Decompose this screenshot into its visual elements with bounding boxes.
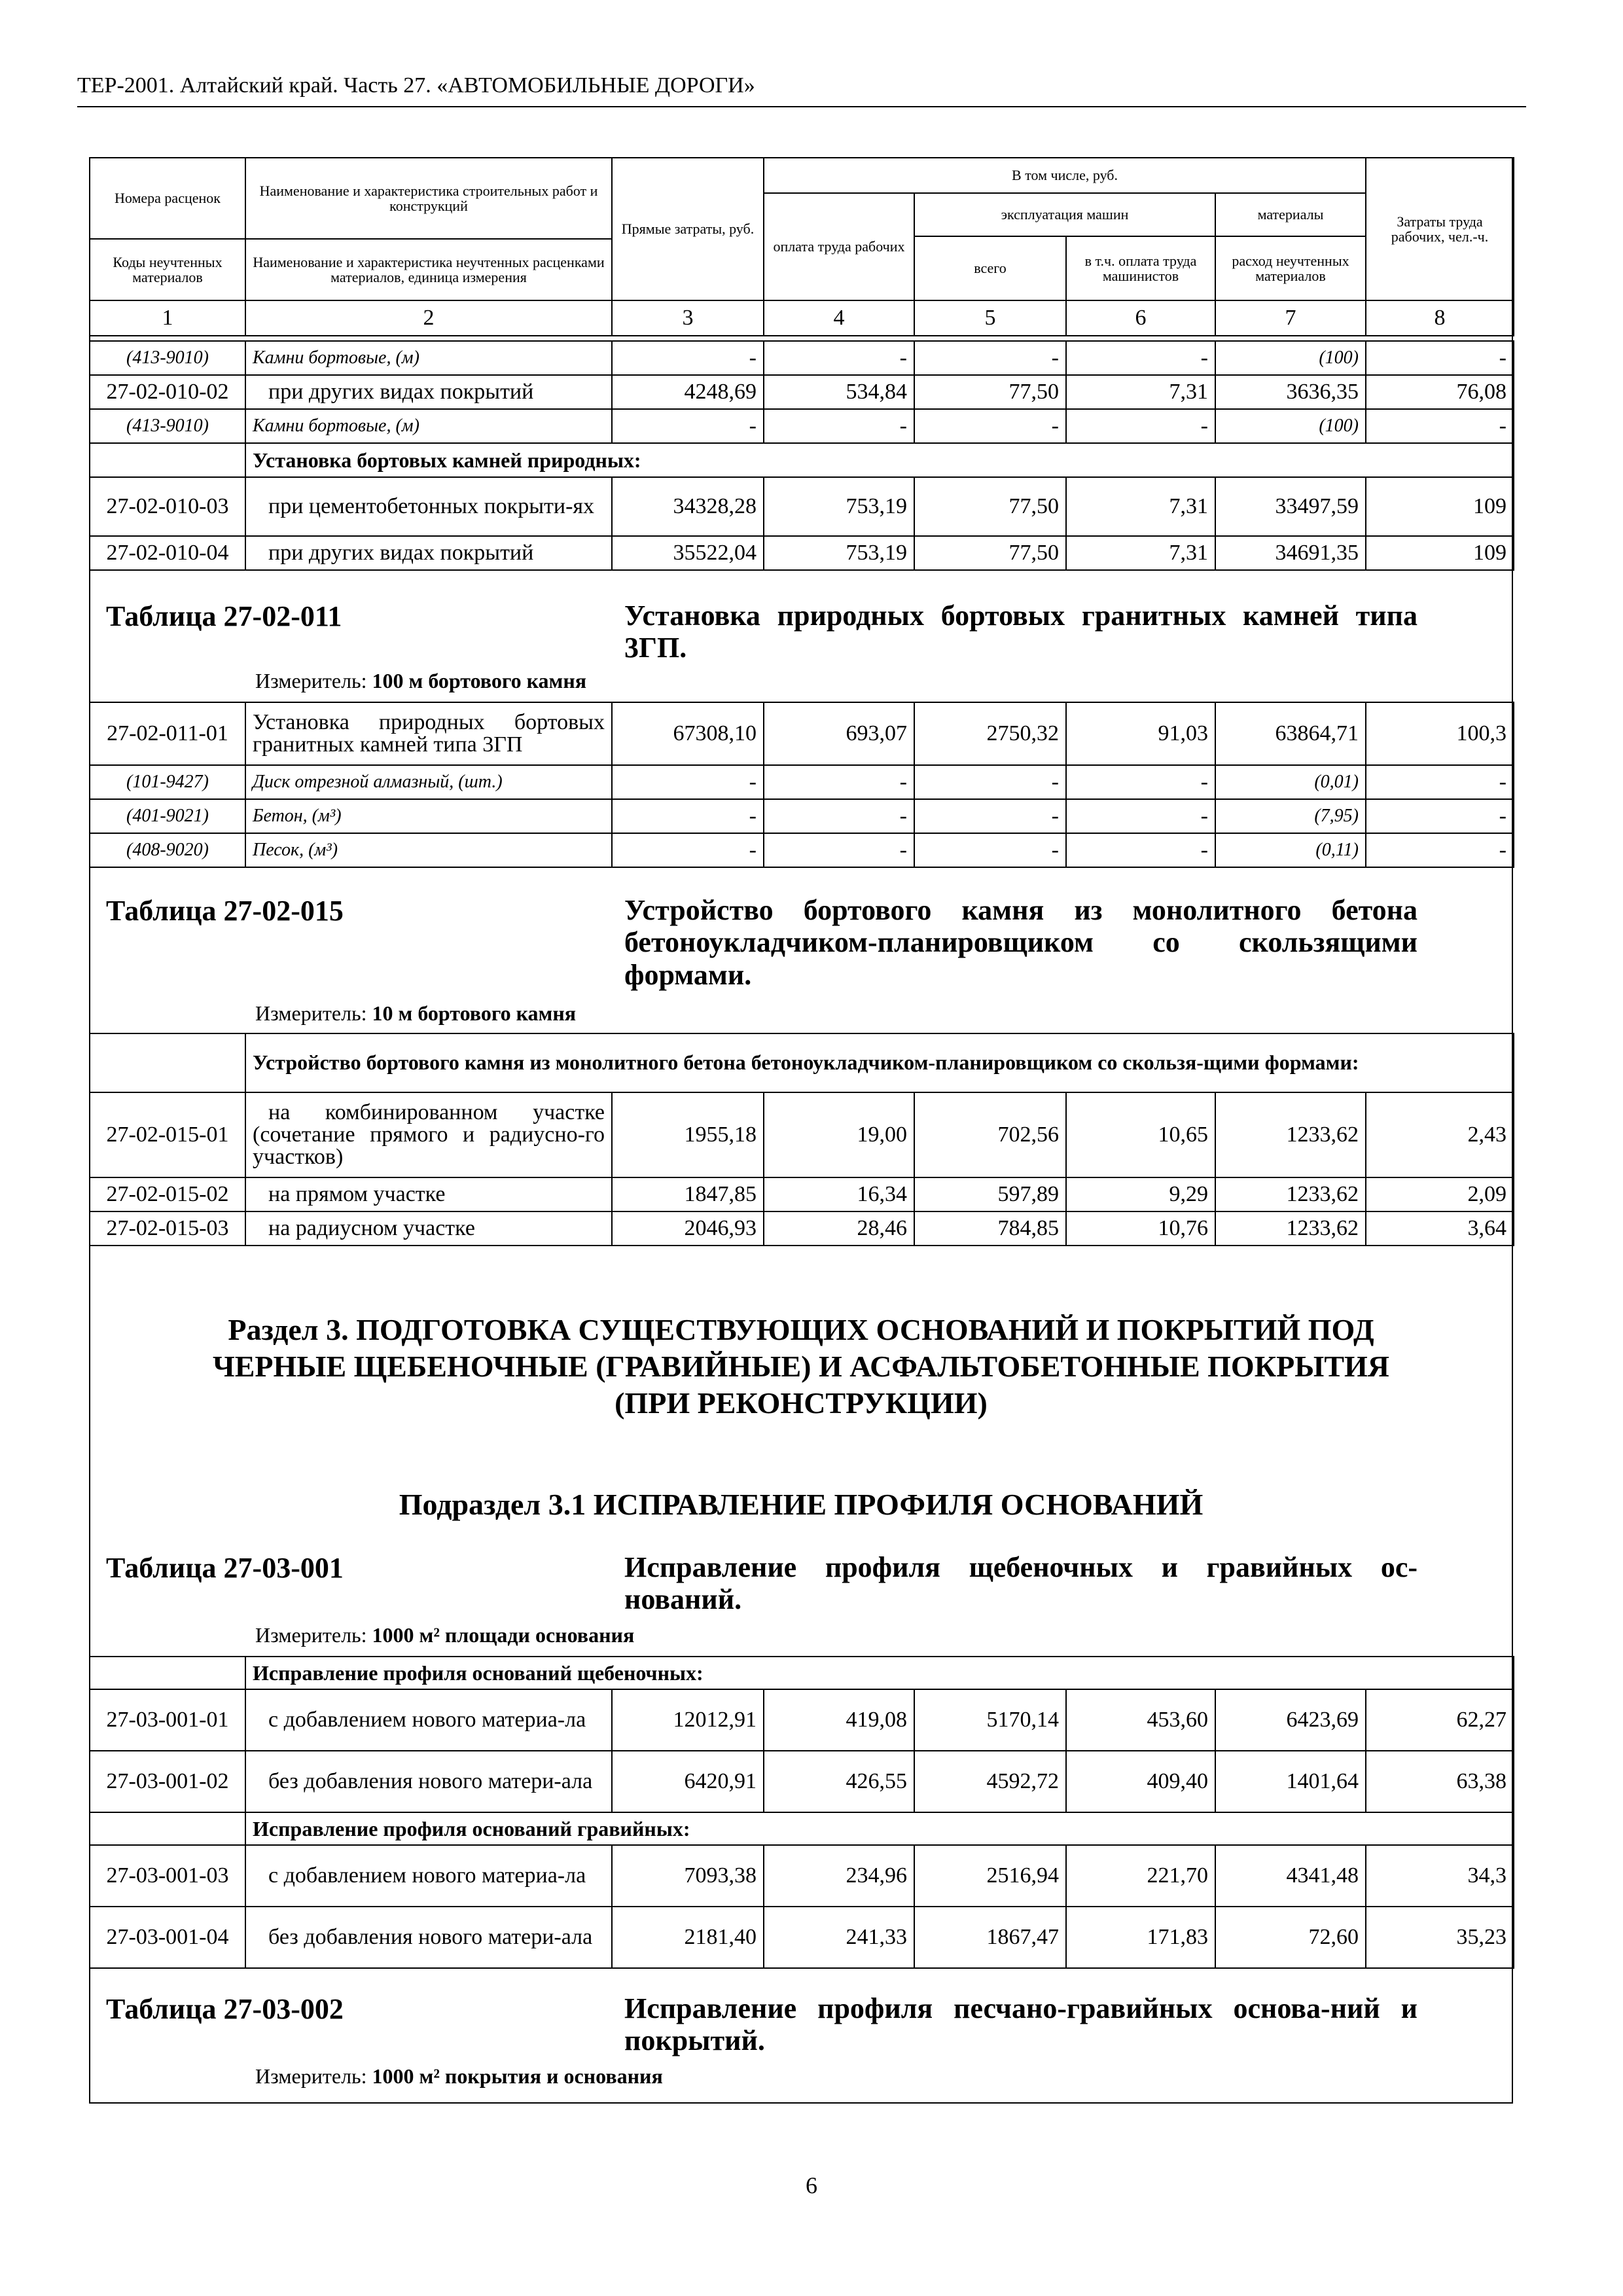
table-27-02-011 — [89, 702, 1514, 868]
section-title: Раздел 3. ПОДГОТОВКА СУЩЕСТВУЮЩИХ ОСНОВАНИЙ И ПОКРЫТИЙ ПОД ЧЕРНЫЕ ЩЕБЕНОЧНЫЕ (ГРАВИЙНЫЕ) И АСФАЛЬТОБЕТОННЫЕ ПОКРЫТИЯ (ПРИ РЕКОНСТРУКЦИИ) — [212, 1313, 1390, 1420]
hdr-machines: эксплуатация машин — [914, 193, 1215, 236]
measure-unit: Измеритель: 1000 м² покрытия и основания — [255, 2064, 663, 2088]
hdr-mat-code: Коды неучтенных материалов — [90, 239, 245, 300]
hdr-code: Номера расценок — [90, 158, 245, 239]
hdr-wage: оплата труда рабочих — [764, 193, 914, 300]
table-title: Устройство бортового камня из монолитного бетона бетоноукладчиком-планировщиком со скользящими формами. — [624, 894, 1418, 991]
group-title: Исправление профиля оснований щебеночных: — [245, 1657, 1514, 1689]
page-number: 6 — [806, 2172, 817, 2198]
subsection-title: Подраздел 3.1 ИСПРАВЛЕНИЕ ПРОФИЛЯ ОСНОВАНИЙ — [399, 1488, 1204, 1521]
group-title: Установка бортовых камней природных: — [245, 443, 1514, 477]
col-num: 1 — [90, 300, 245, 336]
running-header: ТЕР-2001. Алтайский край. Часть 27. «АВТОМОБИЛЬНЫЕ ДОРОГИ» — [77, 73, 755, 98]
table-row: 27-02-015-01 на комбинированном участке (сочетание прямого и радиусно-го участков) 1955,18 19,00 702,56 10,65 1233,62 2,43 — [90, 1092, 1514, 1177]
group-row — [90, 1812, 1514, 1845]
hdr-total: всего — [914, 236, 1066, 300]
table-row: (413-9010) Камни бортовые, (м) - - - - (100) - — [90, 341, 1514, 375]
table-27-02-015 — [89, 1033, 1514, 1246]
table-row: 27-03-001-04 без добавления нового матери-ала 2181,40 241,33 1867,47 171,83 72,60 35,23 — [90, 1907, 1514, 1968]
hdr-name: Наименование и характеристика строительных работ и конструкций — [245, 158, 612, 239]
hdr-driver: в т.ч. оплата труда машинистов — [1066, 236, 1215, 300]
group-row — [90, 1033, 1514, 1092]
table-label: Таблица 27-03-001 — [106, 1552, 344, 1584]
table-row: 27-02-015-02 на прямом участке 1847,85 16,34 597,89 9,29 1233,62 2,09 — [90, 1177, 1514, 1211]
hdr-unacc: расход неучтенных материалов — [1215, 236, 1366, 300]
table-row: (413-9010) Камни бортовые, (м) - - - - (100) - — [90, 409, 1514, 443]
table-title: Установка природных бортовых гранитных камней типа 3ГП. — [624, 600, 1418, 664]
table-row: 27-02-011-01 Установка природных бортовых гранитных камней типа 3ГП 67308,10 693,07 2750,32 91,03 63864,71 100,3 — [90, 702, 1514, 765]
table-row: (101-9427) Диск отрезной алмазный, (шт.) - - - - (0,01) - — [90, 765, 1514, 799]
col-num: 6 — [1066, 300, 1215, 336]
table-title: Исправление профиля песчано-гравийных основа-ний и покрытий. — [624, 1992, 1418, 2057]
hdr-materials: материалы — [1215, 193, 1366, 236]
col-num: 8 — [1366, 300, 1514, 336]
header-rule — [77, 106, 1526, 107]
table-row: 27-03-001-02 без добавления нового матери-ала 6420,91 426,55 4592,72 409,40 1401,64 63,38 — [90, 1751, 1514, 1812]
table-label: Таблица 27-03-002 — [106, 1993, 344, 2025]
table-27-03-001 — [89, 1656, 1514, 1969]
table-row: 27-03-001-03 с добавлением нового материа-ла 7093,38 234,96 2516,94 221,70 4341,48 34,3 — [90, 1845, 1514, 1907]
measure-unit: Измеритель: 100 м бортового камня — [255, 669, 587, 692]
table-row: 27-02-010-02 при других видах покрытий 4248,69 534,84 77,50 7,31 3636,35 76,08 — [90, 375, 1514, 409]
col-num: 2 — [245, 300, 612, 336]
hdr-labor: Затраты труда рабочих, чел.-ч. — [1366, 158, 1514, 300]
col-num: 5 — [914, 300, 1066, 336]
hdr-direct: Прямые затраты, руб. — [612, 158, 764, 300]
table-row: 27-02-010-04 при других видах покрытий 35522,04 753,19 77,50 7,31 34691,35 109 — [90, 536, 1514, 570]
measure-unit: Измеритель: 1000 м² площади основания — [255, 1623, 635, 1647]
table-title: Исправление профиля щебеночных и гравийных ос-нований. — [624, 1551, 1418, 1616]
group-title: Устройство бортового камня из монолитного бетона бетоноукладчиком-планировщиком со скользя-щими формами: — [245, 1033, 1514, 1092]
table-row: 27-03-001-01 с добавлением нового материа-ла 12012,91 419,08 5170,14 453,60 6423,69 62,27 — [90, 1689, 1514, 1751]
group-row — [90, 443, 1514, 477]
hdr-mat-name: Наименование и характеристика неучтенных расценками материалов, единица измерения — [245, 239, 612, 300]
table-row: 27-02-015-03 на радиусном участке 2046,93 28,46 784,85 10,76 1233,62 3,64 — [90, 1211, 1514, 1246]
hdr-incl: В том числе, руб. — [764, 158, 1366, 193]
col-num: 3 — [612, 300, 764, 336]
group-title: Исправление профиля оснований гравийных: — [245, 1812, 1514, 1845]
group-row — [90, 1657, 1514, 1689]
table-row: (401-9021) Бетон, (м³) - - - - (7,95) - — [90, 799, 1514, 833]
table-row: (408-9020) Песок, (м³) - - - - (0,11) - — [90, 833, 1514, 867]
column-header-table — [89, 157, 1514, 336]
measure-unit: Измеритель: 10 м бортового камня — [255, 1001, 577, 1025]
table-row: 27-02-010-03 при цементобетонных покрыти-ях 34328,28 753,19 77,50 7,31 33497,59 109 — [90, 477, 1514, 536]
table-label: Таблица 27-02-011 — [106, 600, 342, 632]
col-num: 7 — [1215, 300, 1366, 336]
column-number-row — [90, 300, 1514, 336]
table-label: Таблица 27-02-015 — [106, 895, 344, 927]
table-27-02-010 — [89, 340, 1514, 571]
col-num: 4 — [764, 300, 914, 336]
